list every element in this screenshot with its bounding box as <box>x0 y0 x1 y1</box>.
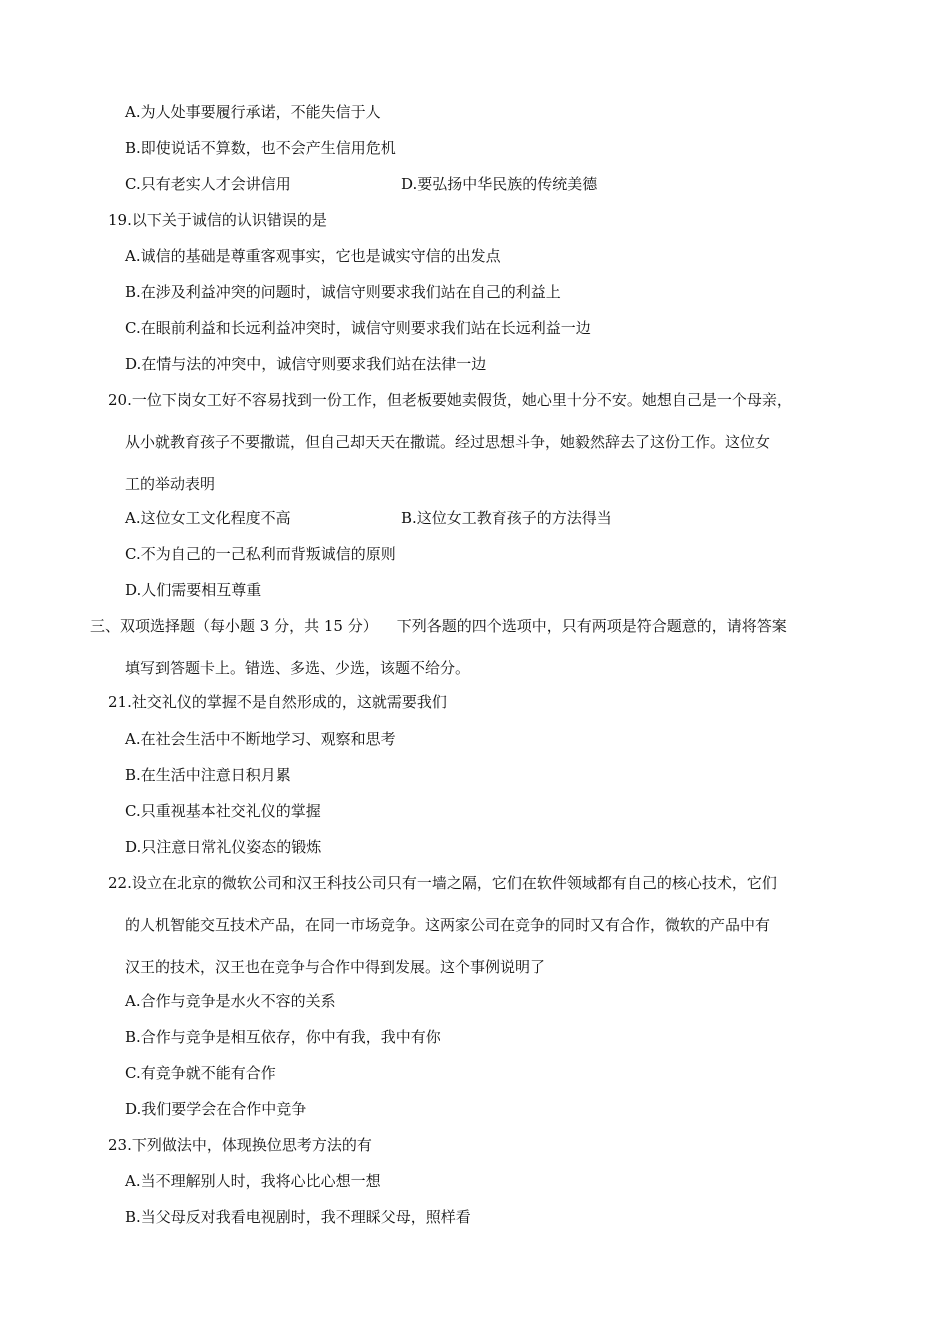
q22-stem-line3: 汉王的技术，汉王也在竞争与合作中得到发展。这个事例说明了 <box>125 958 546 976</box>
q21-option-b: B.在生活中注意日积月累 <box>125 766 291 784</box>
q18-option-a: A.为人处事要履行承诺，不能失信于人 <box>125 103 381 121</box>
q19-stem: 19.以下关于诚信的认识错误的是 <box>108 211 327 229</box>
q20-stem-line2: 从小就教育孩子不要撒谎，但自己却天天在撒谎。经过思想斗争，她毅然辞去了这份工作。这位女 <box>125 433 771 451</box>
q20-option-b: B.这位女工教育孩子的方法得当 <box>401 509 612 527</box>
q19-option-c: C.在眼前利益和长远利益冲突时，诚信守则要求我们站在长远利益一边 <box>125 319 591 337</box>
q18-option-d: D.要弘扬中华民族的传统美德 <box>401 175 598 193</box>
q21-option-c: C.只重视基本社交礼仪的掌握 <box>125 802 321 820</box>
q23-option-a: A.当不理解别人时，我将心比心想一想 <box>125 1172 381 1190</box>
q20-stem-line1: 20.一位下岗女工好不容易找到一份工作，但老板要她卖假货，她心里十分不安。她想自己是一个母亲， <box>108 391 792 409</box>
q18-option-c: C.只有老实人才会讲信用 <box>125 175 291 193</box>
q20-option-d: D.人们需要相互尊重 <box>125 581 262 599</box>
section-3-heading: 三、双项选择题（每小题 3 分，共 15 分） 下列各题的四个选项中，只有两项是符合题意的，请将答案 <box>90 617 787 635</box>
q23-stem: 23.下列做法中，体现换位思考方法的有 <box>108 1136 372 1154</box>
q22-stem-line1: 22.设立在北京的微软公司和汉王科技公司只有一墙之隔，它们在软件领域都有自己的核心技术，它们 <box>108 874 777 892</box>
q21-stem: 21.社交礼仪的掌握不是自然形成的，这就需要我们 <box>108 693 447 711</box>
q20-option-c: C.不为自己的一己私利而背叛诚信的原则 <box>125 545 396 563</box>
q21-option-a: A.在社会生活中不断地学习、观察和思考 <box>125 730 396 748</box>
q20-option-a: A.这位女工文化程度不高 <box>125 509 291 527</box>
q19-option-d: D.在情与法的冲突中，诚信守则要求我们站在法律一边 <box>125 355 487 373</box>
q22-option-b: B.合作与竞争是相互依存，你中有我，我中有你 <box>125 1028 441 1046</box>
q22-stem-line2: 的人机智能交互技术产品，在同一市场竞争。这两家公司在竞争的同时又有合作，微软的产品中有 <box>125 916 771 934</box>
q18-option-b: B.即使说话不算数，也不会产生信用危机 <box>125 139 396 157</box>
q22-option-d: D.我们要学会在合作中竞争 <box>125 1100 307 1118</box>
q22-option-c: C.有竞争就不能有合作 <box>125 1064 276 1082</box>
q19-option-b: B.在涉及利益冲突的问题时，诚信守则要求我们站在自己的利益上 <box>125 283 561 301</box>
q20-stem-line3: 工的举动表明 <box>125 475 216 493</box>
q23-option-b: B.当父母反对我看电视剧时，我不理睬父母，照样看 <box>125 1208 471 1226</box>
q22-option-a: A.合作与竞争是水火不容的关系 <box>125 992 336 1010</box>
section-3-instructions: 填写到答题卡上。错选、多选、少选，该题不给分。 <box>125 659 471 677</box>
q19-option-a: A.诚信的基础是尊重客观事实，它也是诚实守信的出发点 <box>125 247 501 265</box>
q21-option-d: D.只注意日常礼仪姿态的锻炼 <box>125 838 322 856</box>
